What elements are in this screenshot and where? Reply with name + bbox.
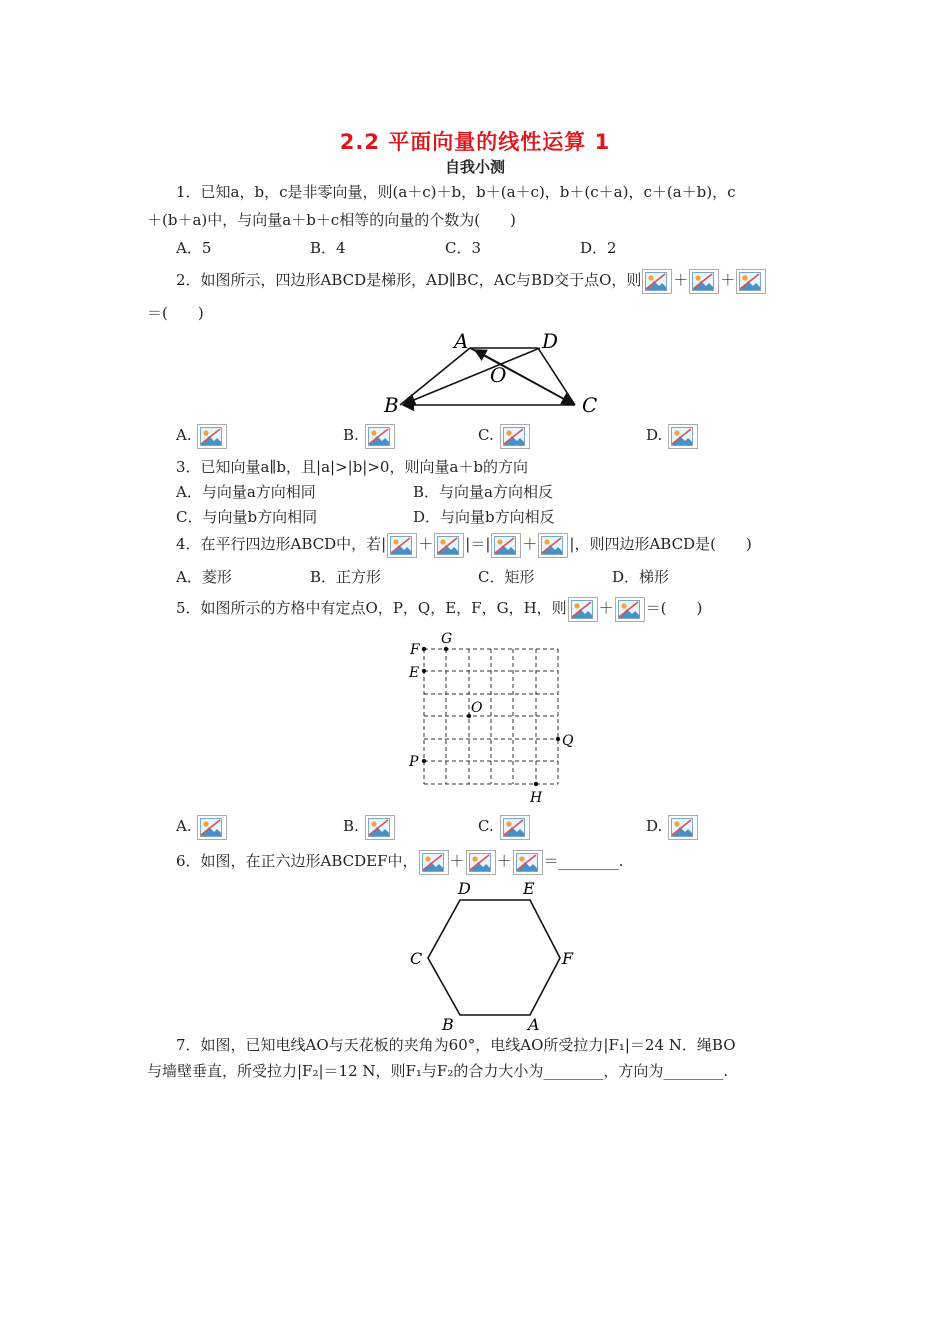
q5-question: 5．如图所示的方格中有定点O，P，Q，E，F，G，H，则 ＋ ＝( ) [176,594,702,622]
q2-option-a: A. [176,421,228,449]
label-o: O [490,363,507,387]
broken-image-icon [668,815,698,840]
q6-question: 6．如图，在正六边形ABCDEF中， ＋ ＋ ＝________. [176,847,623,875]
q3-option-a: A．与向量a方向相同 [176,483,316,501]
svg-text:Q: Q [562,733,574,749]
q4-option-a: A．菱形 [176,568,232,586]
q1-option-c: C．3 [445,239,482,257]
label-b: B [384,393,399,417]
svg-text:E: E [523,879,535,898]
point-g [444,647,448,651]
trapezoid-figure [380,328,600,418]
q4-option-c: C．矩形 [478,568,535,586]
broken-image-icon [500,815,530,840]
broken-image-icon [491,533,521,558]
svg-text:H: H [530,790,543,806]
svg-text:C: C [410,949,423,968]
q3-option-c: C．与向量b方向相同 [176,508,318,526]
svg-text:D: D [458,879,471,898]
broken-image-icon [538,533,568,558]
q7-line1: 7．如图，已知电线AO与天花板的夹角为60°，电线AO所受拉力|F₁|＝24 N．绳BO [176,1036,736,1054]
q5-option-d: D. [646,812,699,840]
broken-image-icon [736,269,766,294]
point-h [534,782,538,786]
q2-question [176,266,767,294]
plus-sign: ＋ [673,271,689,289]
label-c: C [582,393,598,417]
broken-image-icon [387,533,417,558]
q1-line2: ＋(b＋a)中，与向量a＋b＋c相等的向量的个数为( ) [147,211,516,229]
q3-option-b: B．与向量a方向相反 [413,483,553,501]
broken-image-icon [568,597,598,622]
svg-text:A: A [528,1015,540,1033]
q2-option-c: C. [478,421,531,449]
broken-image-icon [513,850,543,875]
broken-image-icon [365,424,395,449]
q1-option-b: B．4 [310,239,346,257]
q4-option-b: B．正方形 [310,568,382,586]
point-e [422,669,426,673]
broken-image-icon [615,597,645,622]
q2-option-b: B. [343,421,396,449]
q3-option-d: D．与向量b方向相反 [413,508,555,526]
q2-text: 2．如图所示，四边形ABCD是梯形，AD∥BC，AC与BD交于点O，则 [176,271,642,289]
q5-option-a: A. [176,812,228,840]
broken-image-icon [642,269,672,294]
page-title: 2.2 平面向量的线性运算 1 [339,130,611,154]
segment-dc [538,348,575,405]
broken-image-icon [419,850,449,875]
broken-image-icon [365,815,395,840]
svg-text:P: P [409,754,419,770]
svg-text:G: G [441,631,453,647]
plus-sign: ＋ [720,271,736,289]
q5-option-b: B. [343,812,396,840]
q1-option-a: A．5 [176,239,212,257]
q7-line2: 与墙壁垂直，所受拉力|F₂|＝12 N，则F₁与F₂的合力大小为________，方向为________. [147,1062,729,1080]
broken-image-icon [466,850,496,875]
svg-text:F: F [562,949,574,968]
broken-image-icon [668,424,698,449]
vector-db [404,348,540,404]
section-subtitle: 自我小测 [444,158,505,176]
point-p [422,759,426,763]
hexagon-figure [400,878,590,1033]
grid-figure [400,628,590,808]
broken-image-icon [197,815,227,840]
svg-text:F: F [410,642,420,658]
svg-text:O: O [471,700,483,716]
q1-option-d: D．2 [580,239,617,257]
broken-image-icon [500,424,530,449]
q4-option-d: D．梯形 [612,568,670,586]
broken-image-icon [434,533,464,558]
segment-ab [400,348,470,405]
q4-question: 4．在平行四边形ABCD中，若| ＋ |＝| ＋ |，则四边形ABCD是( ) [176,530,752,558]
svg-text:E: E [409,665,420,681]
point-q [556,737,560,741]
label-a: A [454,329,469,353]
q1-line1: 1．已知a，b，c是非零向量，则(a＋c)＋b，b＋(a＋c)，b＋(c＋a)，c＋(a＋b)，c [176,183,736,201]
broken-image-icon [197,424,227,449]
q2-line2: ＝( ) [147,304,204,322]
q3-question: 3．已知向量a∥b，且|a|>|b|>0，则向量a＋b的方向 [176,458,529,476]
broken-image-icon [689,269,719,294]
q5-option-c: C. [478,812,531,840]
point-f [422,647,426,651]
svg-text:B: B [442,1015,454,1033]
label-d: D [542,329,559,353]
q2-option-d: D. [646,421,699,449]
